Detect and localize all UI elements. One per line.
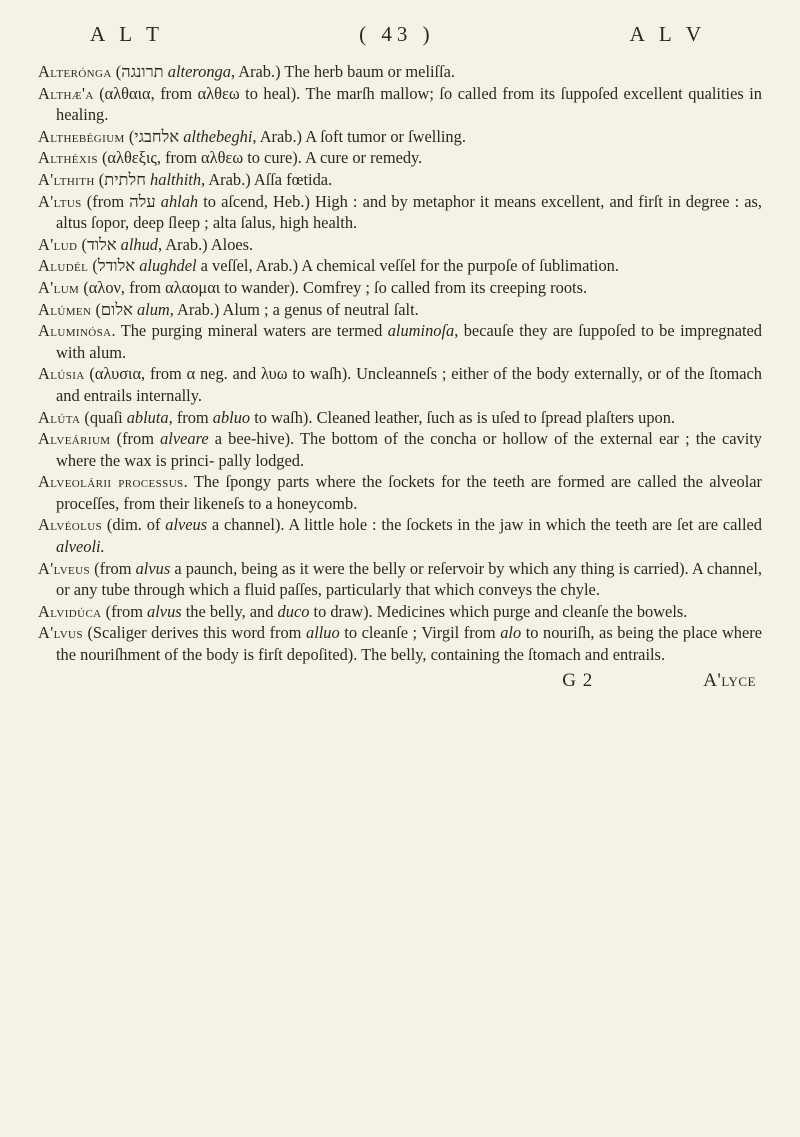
dictionary-entry — [38, 363, 762, 406]
entry-italic-term: alo — [500, 623, 522, 643]
entry-definition-text: a veſſel, Arab.) A chemical veſſel for the purpoſe of ſublimation. — [196, 256, 619, 276]
entry-italic-term: ahlah — [160, 191, 199, 211]
dictionary-entry — [38, 299, 762, 321]
entry-italic-term: alughdel — [139, 256, 197, 276]
entry-headword: Alvidúca — [38, 601, 102, 621]
entry-definition-text: (from — [110, 429, 161, 449]
dictionary-entry — [38, 622, 762, 665]
dictionary-entry — [38, 169, 762, 191]
entry-definition-text: , from — [168, 407, 213, 427]
entry-definition-text: to draw). Medicines which purge and cleanſe the bowels. — [309, 601, 688, 621]
entry-headword: Althebégium — [38, 126, 125, 146]
dictionary-entries — [38, 61, 762, 666]
dictionary-entry — [38, 320, 762, 363]
entry-definition-text: to waſh). Cleaned leather, ſuch as is uſed to ſpread plaſters upon. — [250, 407, 676, 427]
entry-italic-term: abluta — [126, 407, 169, 427]
dictionary-entry — [38, 126, 762, 148]
entry-italic-term: alveoli. — [56, 537, 105, 557]
entry-italic-term: alvus — [135, 558, 171, 578]
entry-definition-text: (from — [90, 558, 136, 578]
entry-definition-text: (חלתית — [94, 169, 151, 189]
entry-definition-text: (αλθεξις, from αλθεω to cure). A cure or remedy. — [97, 148, 423, 168]
dictionary-entry — [38, 147, 762, 169]
entry-headword: A'lthith — [38, 169, 95, 189]
entry-definition-text: a channel). A little hole : the ſockets in the jaw in which the teeth are ſet are called — [207, 515, 762, 535]
dictionary-entry — [38, 277, 762, 299]
entry-italic-term: abluo — [212, 407, 251, 427]
entry-italic-term: alhud — [120, 234, 159, 254]
entry-definition-text: (אלום — [91, 299, 137, 319]
entry-italic-term: alveus — [165, 515, 208, 535]
page-footer — [38, 670, 762, 692]
dictionary-entry — [38, 601, 762, 623]
entry-headword: Althéxis — [38, 148, 98, 168]
entry-headword: Alterónga — [38, 62, 112, 81]
dictionary-entry — [38, 471, 762, 514]
entry-definition-text: (dim. of — [102, 515, 166, 535]
signature-mark: G 2 — [562, 669, 594, 691]
entry-headword: A'lveus — [38, 558, 91, 578]
dictionary-entry — [38, 234, 762, 256]
page-number: ( 43 ) — [359, 22, 435, 46]
entry-definition-text: (from עלה — [81, 191, 161, 211]
entry-definition-text: (αλθαια, from αλθεω to heal). The marſh mallow; ſo called from its ſuppoſed excellent qualities in healing. — [56, 83, 762, 125]
dictionary-entry — [38, 407, 762, 429]
entry-headword: A'lum — [38, 277, 80, 297]
entry-definition-text: a paunch, being as it were the belly or reſervoir by which any thing is carried). A channel, or any tube through which a fluid paſſes, particularly that which conveys the chyle. — [56, 558, 762, 600]
entry-italic-term: alum — [136, 299, 170, 319]
entry-italic-term: althebeghi — [183, 126, 253, 146]
dictionary-entry — [38, 83, 762, 126]
entry-definition-text: to aſcend, Heb.) High : and by metaphor it means excellent, and firſt in degree : as, altus ſopor, deep ſleep ; alta ſalus, high health. — [56, 191, 763, 233]
entry-definition-text: (אלודל — [88, 256, 140, 276]
catchword: A'lyce — [703, 669, 756, 691]
header-left-guide-letters: A L T — [90, 22, 165, 46]
entry-definition-text: , Arab.) Aloes. — [158, 234, 254, 254]
entry-definition-text: to nouriſh, as being the place where the nouriſhment of the body is firſt depoſited). The belly, containing the ſtomach and entrails. — [56, 623, 762, 665]
entry-headword: Alúta — [38, 407, 81, 427]
entry-headword: A'lud — [38, 234, 78, 254]
entry-italic-term: alveare — [160, 429, 209, 449]
entry-italic-term: alluo — [306, 623, 340, 643]
entry-definition-text: (אלוד — [77, 234, 121, 254]
entry-definition-text: to cleanſe ; Virgil from — [339, 623, 501, 643]
dictionary-entry — [38, 191, 762, 234]
dictionary-entry — [38, 255, 762, 277]
entry-definition-text: a bee-hive). The bottom of the concha or hollow of the external ear ; the cavity where the wax is princi- pally lodged. — [56, 429, 763, 470]
entry-definition-text: , Arab.) A ſoft tumor or ſwelling. — [252, 126, 466, 146]
entry-definition-text: (αλον, from αλαομαι to wander). Comfrey ; ſo called from its creeping roots. — [79, 277, 588, 297]
entry-definition-text: . The ſpongy parts where the ſockets for the teeth are formed are called the alveolar proceſſes, from their likeneſs to a honeycomb. — [56, 472, 762, 513]
entry-headword: A'ltus — [38, 191, 82, 211]
dictionary-entry — [38, 61, 762, 83]
entry-italic-term: duco — [277, 601, 310, 621]
dictionary-entry — [38, 558, 762, 601]
entry-definition-text: . The purging mineral waters are termed — [111, 321, 388, 341]
entry-headword: Alvéolus — [38, 515, 103, 535]
entry-definition-text: , Arab.) Alum ; a genus of neutral ſalt. — [169, 299, 419, 319]
entry-headword: Alúsia — [38, 364, 85, 384]
entry-headword: Aludél — [38, 256, 89, 276]
entry-headword: Alveárium — [38, 429, 111, 449]
entry-definition-text: , becauſe they are ſuppoſed to be impregnated with alum. — [56, 321, 762, 362]
entry-italic-term: halthith — [150, 169, 202, 189]
entry-definition-text: , Arab.) The herb baum or meliſſa. — [230, 62, 456, 81]
dictionary-entry — [38, 428, 762, 471]
entry-definition-text: (from — [101, 601, 148, 621]
entry-definition-text: (αλυσια, from α neg. and λυω to waſh). Uncleanneſs ; either of the body externally, or of the ſtomach and entrails internally. — [56, 364, 762, 405]
entry-headword: Aluminósa — [38, 321, 112, 341]
running-header — [90, 22, 706, 47]
entry-definition-text: (quaſi — [80, 407, 127, 427]
header-right-guide-letters: A L V — [629, 22, 706, 46]
entry-italic-term: alvus — [147, 601, 182, 621]
entry-headword: Althæ'a — [38, 83, 94, 103]
entry-definition-text: the belly, and — [181, 601, 278, 621]
entry-italic-term: aluminoſa — [387, 321, 455, 341]
entry-headword: Alveolárii processus — [38, 472, 184, 492]
entry-headword: Alúmen — [38, 299, 92, 319]
entry-headword: A'lvus — [38, 623, 83, 643]
entry-definition-text: , Arab.) Aſſa fœtida. — [201, 169, 333, 189]
entry-definition-text: (אלחבגי — [124, 126, 184, 146]
entry-definition-text: (תרונגה — [111, 62, 168, 81]
dictionary-entry — [38, 514, 762, 557]
entry-italic-term: alteronga — [167, 62, 231, 81]
entry-definition-text: (Scaliger derives this word from — [82, 623, 306, 643]
